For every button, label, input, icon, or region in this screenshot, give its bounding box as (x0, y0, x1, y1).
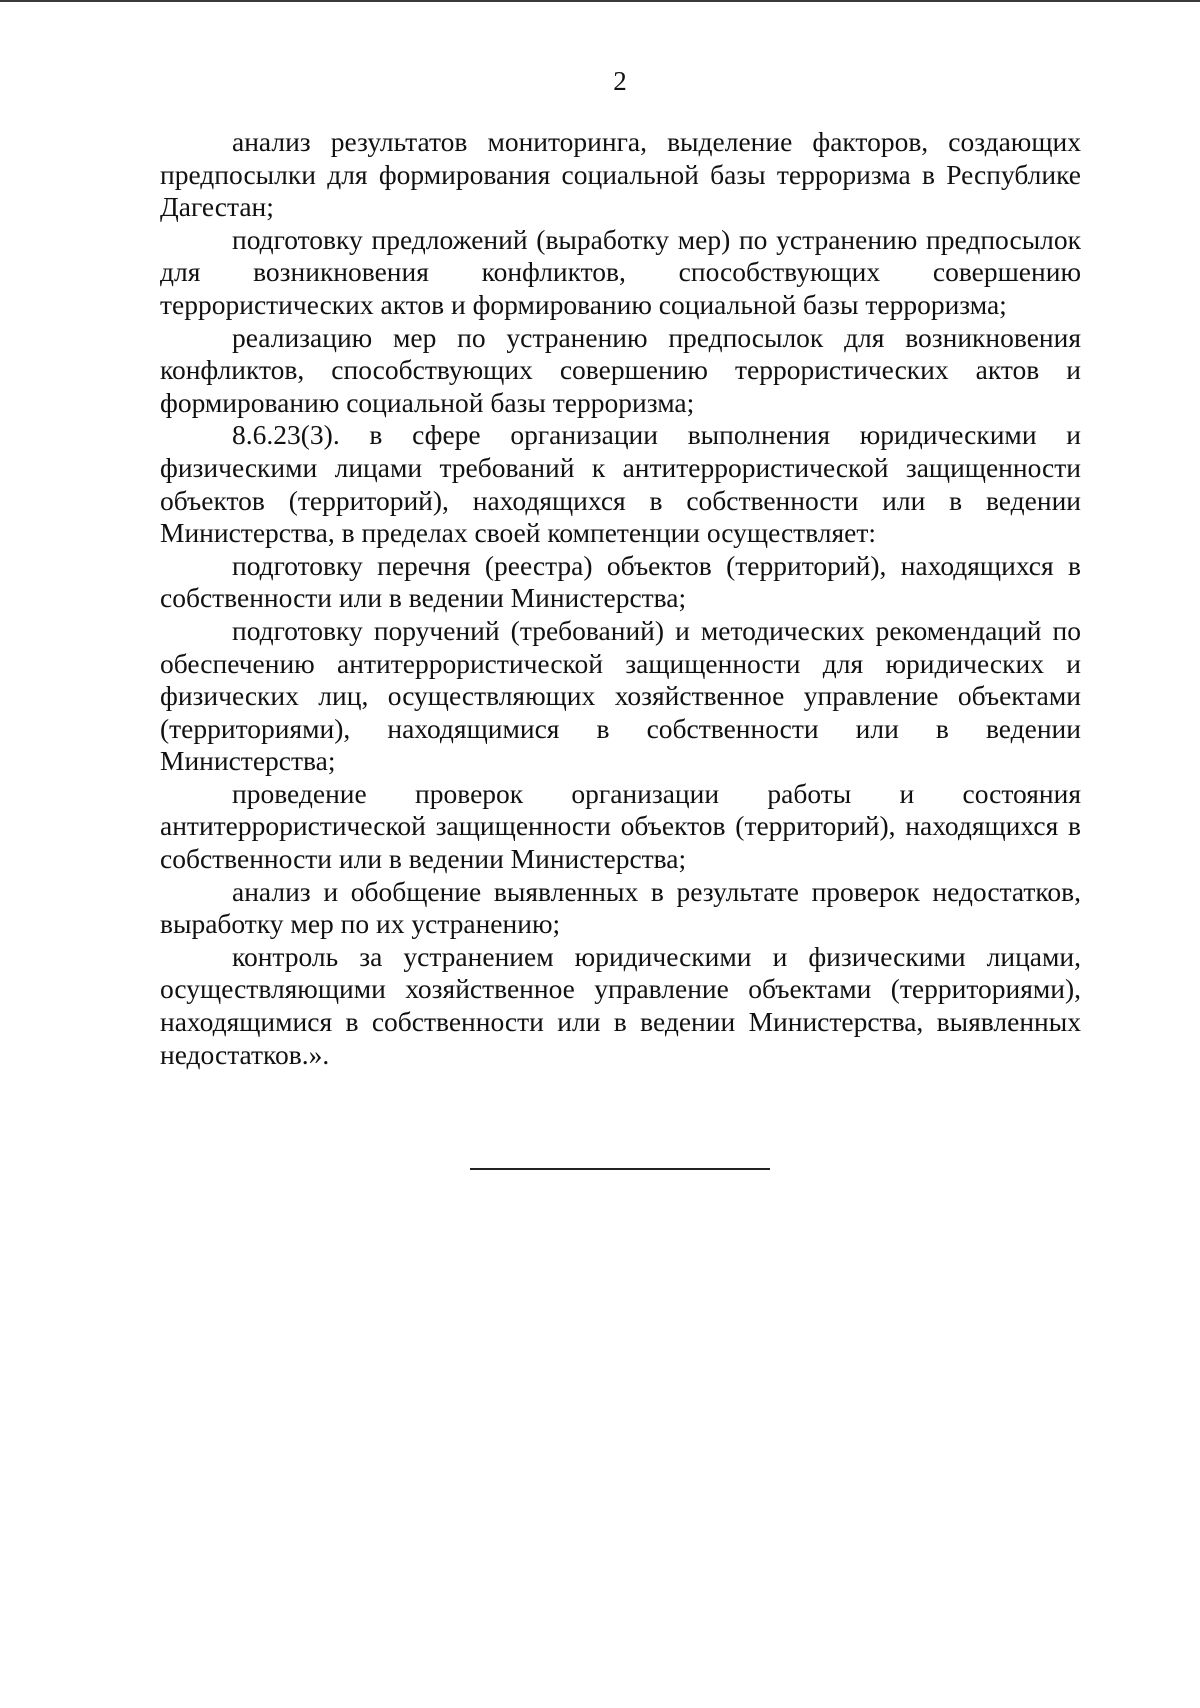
paragraph-9: контроль за устранением юридическими и физическими лицами, осуществляющими хозяйственное управление объектами (территориями), находящимися в собственности или в ведении Министерства, выявленных недостатков.». (160, 940, 1081, 1070)
paragraph-1: анализ результатов мониторинга, выделение факторов, создающих предпосылки для формирования социальной базы терроризма в Республике Дагестан; (160, 126, 1081, 223)
paragraph-8: анализ и обобщение выявленных в результате проверок недостатков, выработку мер по их устранению; (160, 875, 1081, 940)
scan-top-edge (0, 0, 1200, 2)
paragraph-5: подготовку перечня (реестра) объектов (территорий), находящихся в собственности или в ведении Министерства; (160, 549, 1081, 614)
end-divider-line (470, 1168, 770, 1170)
page-number: 2 (613, 66, 627, 96)
paragraph-4: 8.6.23(3). в сфере организации выполнения юридическими и физическими лицами требований к антитеррористической защищенности объектов (территорий), находящихся в собственности или в ведении Министерства, в пределах своей компетенции осуществляет: (160, 419, 1081, 549)
paragraph-2: подготовку предложений (выработку мер) по устранению предпосылок для возникновения конфликтов, способствующих совершению террористических актов и формированию социальной базы терроризма; (160, 223, 1081, 320)
document-body (160, 126, 1081, 1071)
paragraph-3: реализацию мер по устранению предпосылок для возникновения конфликтов, способствующих совершению террористических актов и формированию социальной базы терроризма; (160, 321, 1081, 418)
paragraph-6: подготовку поручений (требований) и методических рекомендаций по обеспечению антитеррористической защищенности для юридических и физических лиц, осуществляющих хозяйственное управление объектами (территориями), находящимися в собственности или в ведении Министерства; (160, 614, 1081, 777)
paragraph-7: проведение проверок организации работы и состояния антитеррористической защищенности объектов (территорий), находящихся в собственности или в ведении Министерства; (160, 777, 1081, 875)
